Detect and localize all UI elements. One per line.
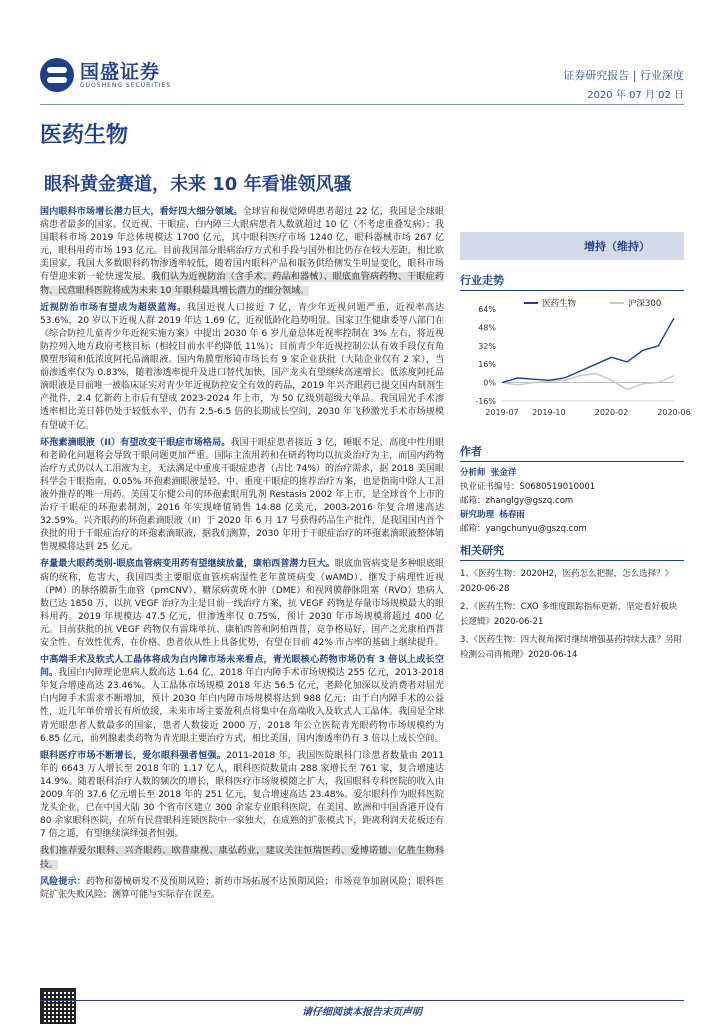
y-tick-label: 0%	[483, 378, 496, 388]
logo-cn-text: 国盛证券	[80, 60, 161, 83]
paragraph-myopia	[40, 302, 444, 433]
report-header	[0, 0, 724, 110]
paragraph-fundus	[40, 558, 444, 650]
email-label: 邮箱：	[460, 496, 486, 506]
para-highlight: 我们认为近视防治（含手术、药品和器械）、眼底血管病药物、干眼症药物、民营眼科医院将成为未来 10 年眼科最具增长潜力的细分领域。	[40, 272, 444, 296]
para-text: 2011-2018 年，我国医院眼科门诊患者数量由 2011 年的 6643 万人增长至 2018 年的 1.17 亿人，眼科医院数量由 288 家增长至 761 家，复合增速达 14.9%。随着眼科治疗人数的频次的增长，眼科医疗市场规模随之扩大，我国眼科专科医院的收入由 2009 年的 37.6 亿元增长至 2018 年的 251 亿元，复合增速高达 23.48%。爱尔眼科作为眼科医院龙头企业，已在中国大陆 30 个省市区建立 300 余家专业眼科医院，在美国、欧洲和中国香港开设有 80 余家眼科医院，在所有民营眼科连锁医院中一家独大，在成熟的扩张模式下，距离利润天花板还有 7 倍之遥，有望继续演绎强者恒强。	[40, 750, 444, 840]
para-lead: 环孢素滴眼液（II）有望改变干眼症市场格局。	[40, 437, 231, 448]
author-block	[460, 466, 684, 536]
trend-chart	[460, 295, 691, 423]
trend-chart-svg	[460, 295, 691, 419]
para-text: 我国干眼症患者接近 3 亿，睡眠不足、高度中性用眼和老龄化问题将会导致干眼问题更加严重。国际主流用药和在研药物均以抗炎治疗为主，而国内药物治疗方式仍以人工泪液为主，无法满足中重度干眼症患者（占比 74%）的治疗需求，据 2018 美国眼科学会干眼指南，0.05% 环孢素滴眼液是轻、中、重度干眼症的推荐治疗方案，也是指南中除人工泪液外推荐的唯一用药。美国艾尔健公司的环孢素眼用乳剂 Restasis 2002 年上市，是全球首个上市的治疗干眼症的环孢素制剂，2016 年实现峰值销售 14.88 亿美元，2003-2016 年复合增速高达 32.59%。兴齐眼药的环孢素滴眼液（II）于 2020 年 6 月 17 号获得药品生产批件，是我国国内首个获批的用于干眼症治疗的环孢素滴眼液，据我们测算，2030 年用于干眼症治疗的环孢素滴眼液整体销售规模将达到 25 亿元。	[40, 437, 445, 553]
x-tick-label: 2020-02	[594, 408, 629, 417]
paragraph-market-potential	[40, 206, 444, 298]
company-logo	[40, 58, 171, 92]
para-highlight: 我们推荐爱尔眼科、兴齐眼药、欧普康视、康弘药业，建议关注恒瑞医药、爱博诺德、亿胜生物科技。	[40, 846, 444, 870]
legend-label: 沪深300	[628, 299, 662, 309]
analyst-email[interactable]: zhanglgy@gszq.com	[485, 496, 574, 506]
license-no: S0680519010001	[519, 482, 596, 492]
para-lead: 风险提示：	[40, 876, 86, 887]
report-type: 证券研究报告 | 行业深度	[563, 69, 684, 82]
y-tick-label: -16%	[475, 397, 496, 406]
paragraph-dry-eye	[40, 437, 444, 555]
trend-title: 行业走势	[460, 272, 684, 291]
related-item[interactable]: 2、《医药生物：CXO 多维度跟踪指标更新，坚定看好板块长逻辑》2020-06-21	[460, 602, 678, 627]
related-item[interactable]: 3、《医药生物：四大视角探讨继续增强基药持续大涨？另附检测公司再梳理》2020-06-14	[460, 635, 683, 660]
legend-label: 医药生物	[542, 299, 577, 309]
series-line-pharma	[502, 318, 674, 382]
x-tick-label: 2019-07	[485, 408, 519, 417]
para-text: 眼底血管病变是多种眼底眼病的统称，危害大，我国四类主要眼底血管疾病湿性老年黄斑病变（wAMD）、继发于病理性近视（PM）的脉络膜新生血管（pmCNV）、糖尿病黄斑水肿（DME）和视网膜静脉阻塞（RVO）患病人数已达 1850 万，以抗 VEGF 治疗为主是目前一线治疗方案，抗 VEGF 药物是存量市场规模最大的眼科用药。2019 年规模达 47.5 亿元，但渗透率仅 0.75%，预计 2030 年市场规模将超过 400 亿元。目前获批的抗 VEGF 药物仅有雷珠单抗、康柏西普和阿柏西普，竞争格局好，国产之光康柏西普安全性、有效性优秀，在价格、患者依从性上具备优势，有望在目前 42% 市占率的基础上继续提升。	[40, 559, 444, 648]
license-label: 执业证书编号：	[460, 482, 520, 492]
para-lead: 眼科医疗市场不断增长，爱尔眼科强者恒强。	[40, 750, 227, 761]
analyst-name: 张金洋	[490, 468, 517, 478]
para-text: 全球盲和视觉障碍患者超过 22 亿，我国是全球眼病患者最多的国家。仅近视、干眼症、白内障三大眼病患者人数就超过 10 亿（不考虑重叠发病）；我国眼科市场 2019 年总体规模达 1700 亿元，其中眼科医疗市场 1240 亿，眼科器械市场 267 亿元，眼科用药市场 193 亿元。目前我国部分眼病治疗方式和手段与国外相比仍存在较大差距，相比欧美国家，我国大多数眼科药物渗透率较低，随着国内眼科产品和服务供给侧发生明显变化，眼科市场有望迎来新一轮快速发展。	[40, 207, 444, 283]
x-tick-label: 2019-10	[532, 408, 566, 417]
para-lead: 中高端手术及软式人工晶体将成为白内障市场未来看点，青光眼核心药物市场仍有 3 倍以上成长空间。	[40, 655, 444, 679]
assistant-name: 杨春雨	[499, 510, 525, 520]
para-text: 药物和器械研发不及预期风险；新药市场拓展不达预期风险；市场竞争加剧风险；眼科医院扩张失败风险；测算可能与实际存在误差。	[40, 876, 444, 900]
related-item[interactable]: 1、《医药生物：2020H2，医药怎么把握，怎么选择？》2020-06-28	[460, 569, 674, 594]
x-tick-label: 2020-06	[657, 408, 691, 417]
report-date: 2020 年 07 月 02 日	[587, 90, 684, 101]
author-title: 作者	[460, 443, 684, 462]
assistant-label: 研究助理	[460, 510, 495, 520]
related-title: 相关研究	[460, 542, 684, 561]
paragraph-eye-hospital	[40, 750, 444, 842]
footer-disclaimer: 请仔细阅读本报告末页声明	[302, 1007, 422, 1018]
y-tick-label: 16%	[478, 360, 496, 370]
para-lead: 近视防治市场有望成为超级蓝海。	[40, 302, 187, 313]
email-label: 邮箱：	[460, 524, 486, 534]
industry-name: 医药生物	[40, 123, 129, 148]
logo-icon	[40, 58, 74, 92]
rating-badge: 增持（维持）	[460, 232, 684, 260]
para-text: 我国白内障理论患病人数高达 1.64 亿，2018 年白内障手术市场规模达 255 亿元，2013-2018 年复合增速高达 23.46%。人工晶体市场规模 2018 年达 56.5 亿元，老龄化加深以及消费者对屈光白内障手术需求不断增加，预计 2030 年白内障市场规模将达到 988 亿元；由于白内障手术的公益性，近几年单价增长有所放缓，未来市场主要盈利点将集中在高端收入及软式人工晶体。我国是全球青光眼患者人数最多的国家，患者人数接近 2000 万，2018 年公立医院青光眼药物市场规模约为 6.85 亿元，前列腺素类药物为青光眼主要治疗方式，相比美国，国内渗透率仍有 3 倍以上成长空间。	[40, 668, 444, 744]
related-list	[460, 567, 684, 662]
para-lead: 国内眼科市场增长潜力巨大，看好四大细分领域。	[40, 207, 243, 217]
report-title: 眼科黄金赛道，未来 10 年看谁领风骚	[44, 174, 352, 195]
paragraph-risk	[40, 876, 444, 902]
y-tick-label: 64%	[478, 305, 496, 314]
sidebar	[460, 206, 691, 666]
y-tick-label: 32%	[478, 341, 496, 351]
main-body	[40, 206, 444, 906]
series-line-hs300	[502, 373, 674, 389]
assistant-email[interactable]: yangchunyu@gszq.com	[485, 524, 587, 534]
paragraph-cataract	[40, 654, 444, 746]
logo-en-text: GUOSHENG SECURITIES	[80, 81, 172, 89]
analyst-label: 分析师	[460, 468, 486, 478]
header-divider	[40, 104, 684, 105]
paragraph-recommend	[40, 845, 444, 871]
footer-divider	[40, 1000, 684, 1001]
para-text: 我国近视人口接近 7 亿，青少年近视问题严重，近视率高达 53.6%，20 岁以下近视人群 2019 年达 1.69 亿，近视低龄化趋势明显。国家卫生健康委等八部门在《综合防控儿童青少年近视实施方案》中提出 2030 年 6 岁儿童总体近视率控制在 3% 左右，将近视防控列入地方政府考核目标（相较目前水平约降低 11%）；目前青少年近视控制公认有效手段仅有角膜塑形镜和低浓度阿托品滴眼液。国内角膜塑形镜市场长有 9 家企业获批（大陆企业仅有 2 家），当前渗透率仅为 0.83%，随着渗透率提升及进口替代加快，国产龙头有望继续高速增长。低浓度阿托品滴眼液是目前唯一被临床证实对青少年近视防控安全有效的药品，2019 年兴齐眼药已提交国内制剂生产批件，2.4 亿新药上市后有望成 2023-2024 年上市，为 50 亿级别超级大单品。我国屈光手术渗透率相比美日韩仍处于较低水平，仍有 2.5-6.5 倍的长期成长空间，2030 年飞秒激光手术市场规模有望破千亿。	[40, 302, 444, 431]
para-lead: 存量最大眼药类别-眼底血管病变用药有望继续放量，康柏西普潜力巨大。	[40, 559, 335, 570]
y-tick-label: 48%	[478, 323, 496, 333]
